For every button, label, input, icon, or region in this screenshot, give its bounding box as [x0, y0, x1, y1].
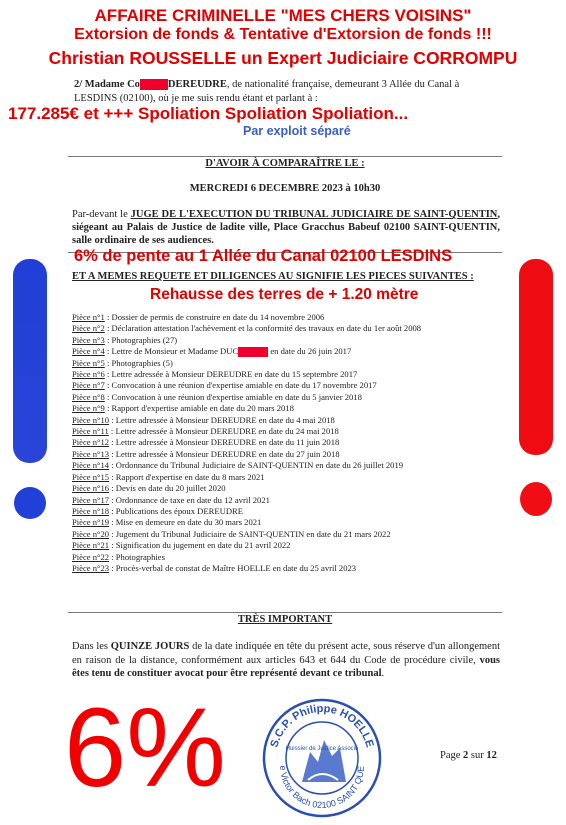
piece-label: Pièce n°4 [72, 346, 105, 357]
piece-text: : Convocation à une réunion d'expertise amiable en date du 17 novembre 2017 [104, 380, 377, 391]
annotation-title-line1: AFFAIRE CRIMINELLE "MES CHERS VOISINS" [94, 6, 472, 25]
court-paragraph [72, 208, 500, 247]
piece-label: Pièce n°8 [72, 391, 105, 402]
piece-label: Pièce n°19 [72, 517, 110, 528]
stamp-seal-icon [258, 692, 386, 820]
list-item [72, 472, 512, 483]
piece-text: : Photographies (5) [104, 357, 173, 368]
list-item [72, 426, 512, 437]
piece-text: : Convocation à une réunion d'expertise amiable en date du 5 janvier 2018 [104, 391, 362, 402]
page-total: 12 [486, 750, 497, 761]
piece-label: Pièce n°13 [72, 448, 110, 459]
piece-label: Pièce n°6 [72, 369, 105, 380]
party-rest: , de nationalité française, demeurant 3 Allée du Canal à LESDINS (02100), où je me suis rendu étant et parlant à : [74, 79, 460, 104]
court-lead: Par-devant le [72, 209, 131, 220]
list-item [72, 517, 512, 528]
piece-text: : Photographies [109, 551, 165, 562]
piece-text: : Rapport d'expertise amiable en date du 20 mars 2018 [104, 403, 294, 414]
page-number [440, 750, 497, 761]
piece-text: : Lettre adressée à Monsieur DEREUDRE en date du 27 juin 2018 [109, 448, 340, 459]
piece-label: Pièce n°23 [72, 562, 110, 573]
annotation-exploit: Par exploit séparé [243, 124, 351, 138]
stamp-address: e Victor Bach 02100 SAINT QUE [277, 765, 367, 811]
piece-label: Pièce n°16 [72, 483, 110, 494]
piece-text: : Lettre adressée à Monsieur DEREUDRE en date du 11 juin 2018 [109, 437, 340, 448]
stamp-name: S.C.P. Philippe HOELLE [268, 702, 376, 749]
annotation-big-percent: 6% [64, 685, 226, 810]
piece-label: Pièce n°20 [72, 528, 110, 539]
redaction-bar [140, 79, 168, 90]
annotation-slope: 6% de pente au 1 Allée du Canal 02100 LESDINS [74, 247, 453, 265]
important-text-1: Dans les [72, 641, 111, 652]
summons-title: D'AVOIR À COMPARAÎTRE LE : [205, 158, 365, 169]
list-item [72, 369, 512, 380]
annotation-terrain: Rehausse des terres de + 1.20 mètre [150, 286, 419, 303]
piece-text: : Jugement du Tribunal Judiciaire de SAINT-QUENTIN en date du 21 mars 2022 [109, 528, 391, 539]
list-item [72, 312, 512, 323]
piece-text: : Dossier de permis de construire en date du 14 novembre 2006 [104, 312, 325, 322]
annotation-title-line2: Extorsion de fonds & Tentative d'Extorsion de fonds !!! [74, 26, 492, 43]
divider [68, 612, 502, 613]
important-paragraph [72, 640, 500, 681]
piece-text-continued: en date du 26 juin 2017 [268, 346, 352, 357]
piece-text: : Lettre adressée à Monsieur DEREUDRE en date du 24 mai 2018 [108, 426, 339, 437]
court-rest: , siégeant au Palais de Justice de ladite ville, Place Gracchus Babeuf 02100 SAINT-QUENTIN, salle ordinaire de ses audiences. [72, 209, 501, 246]
list-item [72, 415, 512, 426]
stamp-sub: Huissier de Justice Associé [285, 746, 359, 752]
piece-text: : Lettre adressée à Monsieur DEREUDRE en date du 4 mai 2018 [109, 414, 335, 425]
list-item [72, 323, 512, 334]
piece-text: : Mise en demeure en date du 30 mars 2021 [109, 517, 262, 528]
party-name-rest: DEREUDRE [167, 79, 227, 90]
piece-label: Pièce n°7 [72, 380, 105, 391]
piece-label: Pièce n°9 [72, 403, 105, 414]
page-current: 2 [463, 750, 469, 761]
piece-label: Pièce n°11 [72, 426, 109, 437]
piece-label: Pièce n°15 [72, 471, 110, 482]
annotation-spoliation: 177.285€ et +++ Spoliation Spoliation Spoliation... [8, 104, 409, 123]
piece-label: Pièce n°1 [72, 312, 105, 322]
piece-text: : Rapport d'expertise en date du 8 mars 2021 [109, 471, 265, 482]
party-paragraph [74, 78, 504, 106]
list-item [72, 540, 512, 551]
court-name: JUGE DE L'EXECUTION DU TRIBUNAL JUDICIAIRE DE SAINT-QUENTIN [130, 209, 498, 220]
same-request-heading: ET A MEMES REQUETE ET DILIGENCES AU SIGNIFIE LES PIECES SUIVANTES : [72, 271, 474, 282]
piece-label: Pièce n°21 [72, 540, 110, 551]
list-item [72, 552, 512, 563]
piece-text: : Photographies (27) [104, 334, 178, 345]
list-item [72, 563, 512, 574]
piece-text: : Ordonnance de taxe en date du 12 avril 2021 [109, 494, 270, 505]
svg-text:S.C.P. Philippe HOELLE [268, 703, 375, 749]
piece-label: Pièce n°12 [72, 437, 110, 448]
piece-text: : Signification du jugement en date du 21 avril 2022 [109, 540, 291, 551]
list-item [72, 403, 512, 414]
annotation-title-line3: Christian ROUSSELLE un Expert Judiciaire CORROMPU [48, 48, 518, 68]
piece-text: : Déclaration attestation l'achèvement et la conformité des travaux en date du 1er août 2008 [104, 323, 422, 334]
important-end: . [381, 668, 385, 679]
list-item [72, 358, 512, 369]
list-item [72, 483, 512, 494]
piece-text: : Publications des époux DEREUDRE [109, 505, 244, 516]
piece-label: Pièce n°17 [72, 494, 110, 505]
right-exclamation-icon [508, 255, 564, 523]
piece-label: Pièce n°3 [72, 334, 105, 345]
list-item [72, 449, 512, 460]
list-item [72, 529, 512, 540]
bailiff-stamp [258, 692, 386, 825]
piece-label: Pièce n°22 [72, 551, 110, 562]
list-item [72, 335, 512, 346]
piece-label: Pièce n°5 [72, 357, 105, 368]
redaction-bar [238, 347, 268, 357]
important-bold-2: vous êtes tenu de constituer avocat pour être représenté devant ce tribunal [72, 654, 500, 679]
piece-text: : Ordonnance du Tribunal Judiciaire de SAINT-QUENTIN en date du 26 juillet 2019 [109, 460, 404, 471]
piece-text: : Procès-verbal de constat de Maître HOELLE en date du 25 avril 2023 [109, 562, 357, 573]
page-sep: sur [468, 750, 487, 761]
important-title: TRÈS IMPORTANT [237, 614, 333, 625]
piece-text: : Lettre de Monsieur et Madame DUC [104, 346, 239, 357]
piece-text: : Devis en date du 20 juillet 2020 [109, 483, 226, 494]
list-item [72, 346, 512, 357]
list-item [72, 460, 512, 471]
piece-label: Pièce n°14 [72, 460, 110, 471]
hearing-date: MERCREDI 6 DECEMBRE 2023 à 10h30 [189, 183, 381, 194]
piece-text: : Lettre adressée à Monsieur DEREUDRE en date du 15 septembre 2017 [104, 369, 358, 380]
list-item [72, 495, 512, 506]
piece-label: Pièce n°18 [72, 505, 110, 516]
list-item [72, 437, 512, 448]
list-item [72, 506, 512, 517]
list-item [72, 380, 512, 391]
important-bold-1: QUINZE JOURS [110, 641, 190, 652]
list-item [72, 392, 512, 403]
piece-label: Pièce n°10 [72, 414, 110, 425]
pieces-list [72, 312, 512, 574]
party-intro: 2/ Madame Co [74, 79, 140, 90]
page-label: Page [440, 750, 464, 761]
left-exclamation-icon [2, 255, 58, 523]
important-text-2: de la date indiquée en tête du présent acte, sous réserve d'un allongement en raison de la distance, conformément aux articles 643 et 644 du Code de procédure civile, [72, 641, 500, 666]
piece-label: Pièce n°2 [72, 323, 105, 334]
